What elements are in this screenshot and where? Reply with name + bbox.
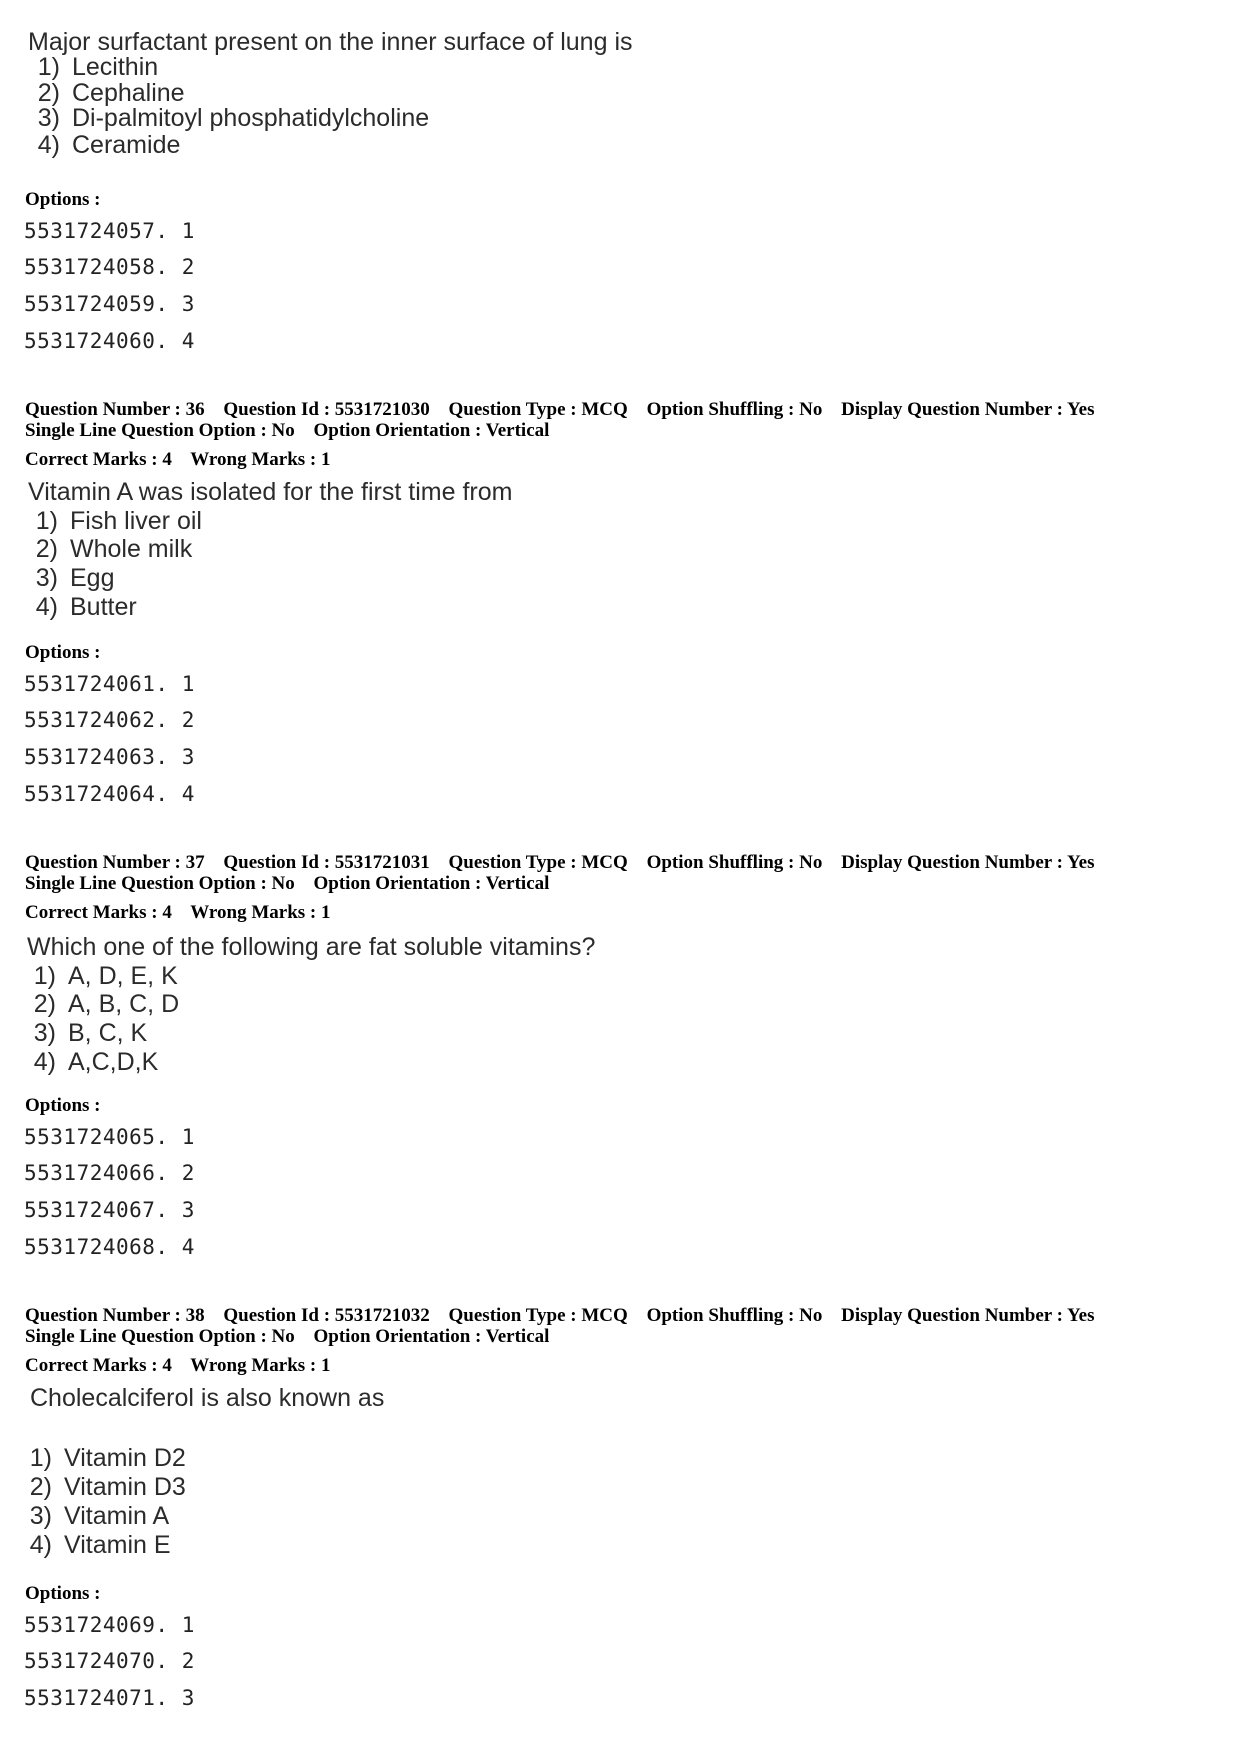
q36-option-1 [20,507,202,536]
q38-wrong-marks: Wrong Marks : 1 [190,1355,331,1376]
q36-display-question-number: Display Question Number : Yes [841,399,1095,420]
q36-marks [25,450,330,470]
q38-correct-marks: Correct Marks : 4 [25,1355,172,1376]
q35-option-2-number: 2) [37,79,60,107]
q37-marks [25,903,330,923]
q35-option-4-label: Ceramide [72,131,181,159]
q36-question-type: Question Type : MCQ [448,399,628,420]
q37-option-2 [18,990,179,1019]
q36-option-3-number: 3) [35,564,58,592]
q37-option-2-number: 2) [33,990,56,1018]
q37-option-id-3: 5531724067. 3 [24,1198,195,1222]
q38-option-1 [14,1444,186,1473]
q37-question-number: Question Number : 37 [25,852,205,873]
q37-correct-marks: Correct Marks : 4 [25,902,172,923]
q35-option-3 [22,104,429,133]
q38-options-heading: Options : [25,1583,101,1604]
q37-question-text: Which one of the following are fat soluble vitamins? [27,933,596,961]
q36-meta-line-1 [25,400,1094,420]
q36-question-text: Vitamin A was isolated for the first time from [28,478,513,506]
q38-option-3-label: Vitamin A [64,1502,170,1530]
q38-option-shuffling: Option Shuffling : No [646,1305,823,1326]
q37-option-4-label: A,C,D,K [68,1048,159,1076]
q36-option-id-4: 5531724064. 4 [24,782,195,806]
q37-meta-line-2 [25,874,549,894]
q38-option-4-number: 4) [29,1531,52,1559]
q36-option-id-2: 5531724062. 2 [24,708,195,732]
q36-option-4-number: 4) [35,593,58,621]
q35-question-text: Major surfactant present on the inner surface of lung is [28,28,633,56]
q38-meta-line-2 [25,1327,549,1347]
q37-option-3 [18,1019,147,1048]
q36-option-id-1: 5531724061. 1 [24,672,195,696]
q37-option-4 [18,1048,158,1077]
q37-option-shuffling: Option Shuffling : No [646,852,823,873]
q35-option-4 [22,131,180,160]
q38-option-id-2: 5531724070. 2 [24,1649,195,1673]
q37-option-orientation: Option Orientation : Vertical [313,873,550,894]
q38-option-orientation: Option Orientation : Vertical [313,1326,550,1347]
q36-option-2 [20,535,192,564]
q37-single-line-option: Single Line Question Option : No [25,873,295,894]
q35-option-1 [22,53,158,82]
q36-options-heading: Options : [25,642,101,663]
q36-option-shuffling: Option Shuffling : No [646,399,823,420]
q35-option-1-number: 1) [37,53,60,81]
q36-option-3-label: Egg [70,564,115,592]
q36-option-4-label: Butter [70,593,137,621]
q35-option-id-1: 5531724057. 1 [24,219,195,243]
q37-option-1-label: A, D, E, K [68,962,178,990]
q38-option-1-number: 1) [29,1444,52,1472]
q38-single-line-option: Single Line Question Option : No [25,1326,295,1347]
q37-question-id: Question Id : 5531721031 [223,852,430,873]
q38-option-2-label: Vitamin D3 [64,1473,186,1501]
q35-option-3-number: 3) [37,104,60,132]
q37-option-4-number: 4) [33,1048,56,1076]
q38-option-id-1: 5531724069. 1 [24,1613,195,1637]
q36-single-line-option: Single Line Question Option : No [25,420,295,441]
q38-option-3-number: 3) [29,1502,52,1530]
q38-option-3 [14,1502,169,1531]
q37-option-2-label: A, B, C, D [68,990,180,1018]
q37-question-type: Question Type : MCQ [448,852,628,873]
q37-option-1-number: 1) [33,962,56,990]
q35-option-2-label: Cephaline [72,79,185,107]
q38-option-4 [14,1531,171,1560]
q36-option-id-3: 5531724063. 3 [24,745,195,769]
q38-option-1-label: Vitamin D2 [64,1444,186,1472]
q36-wrong-marks: Wrong Marks : 1 [190,449,331,470]
q36-option-1-label: Fish liver oil [70,507,202,535]
q36-option-orientation: Option Orientation : Vertical [313,420,550,441]
q36-option-2-label: Whole milk [70,535,193,563]
q37-option-1 [18,962,178,991]
q36-meta-line-2 [25,421,549,441]
q38-option-id-3: 5531724071. 3 [24,1686,195,1710]
q36-option-4 [20,593,137,622]
q38-option-2 [14,1473,186,1502]
q35-option-4-number: 4) [37,131,60,159]
q35-option-id-4: 5531724060. 4 [24,329,195,353]
q38-meta-line-1 [25,1306,1094,1326]
q36-option-2-number: 2) [35,535,58,563]
q37-meta-line-1 [25,853,1094,873]
q35-options-heading: Options : [25,189,101,210]
q36-question-id: Question Id : 5531721030 [223,399,430,420]
q38-question-type: Question Type : MCQ [448,1305,628,1326]
q37-option-3-label: B, C, K [68,1019,148,1047]
q36-option-1-number: 1) [35,507,58,535]
q37-wrong-marks: Wrong Marks : 1 [190,902,331,923]
q35-option-3-label: Di-palmitoyl phosphatidylcholine [72,104,430,132]
q35-option-id-3: 5531724059. 3 [24,292,195,316]
q37-options-heading: Options : [25,1095,101,1116]
q38-question-text: Cholecalciferol is also known as [30,1384,385,1412]
q38-marks [25,1356,330,1376]
q38-option-4-label: Vitamin E [64,1531,171,1559]
q36-correct-marks: Correct Marks : 4 [25,449,172,470]
q35-option-id-2: 5531724058. 2 [24,255,195,279]
q38-display-question-number: Display Question Number : Yes [841,1305,1095,1326]
q36-option-3 [20,564,114,593]
q37-option-3-number: 3) [33,1019,56,1047]
q38-question-id: Question Id : 5531721032 [223,1305,430,1326]
q37-option-id-1: 5531724065. 1 [24,1125,195,1149]
q37-display-question-number: Display Question Number : Yes [841,852,1095,873]
q37-option-id-4: 5531724068. 4 [24,1235,195,1259]
q38-option-2-number: 2) [29,1473,52,1501]
q38-question-number: Question Number : 38 [25,1305,205,1326]
q36-question-number: Question Number : 36 [25,399,205,420]
q35-option-1-label: Lecithin [72,53,159,81]
q37-option-id-2: 5531724066. 2 [24,1161,195,1185]
